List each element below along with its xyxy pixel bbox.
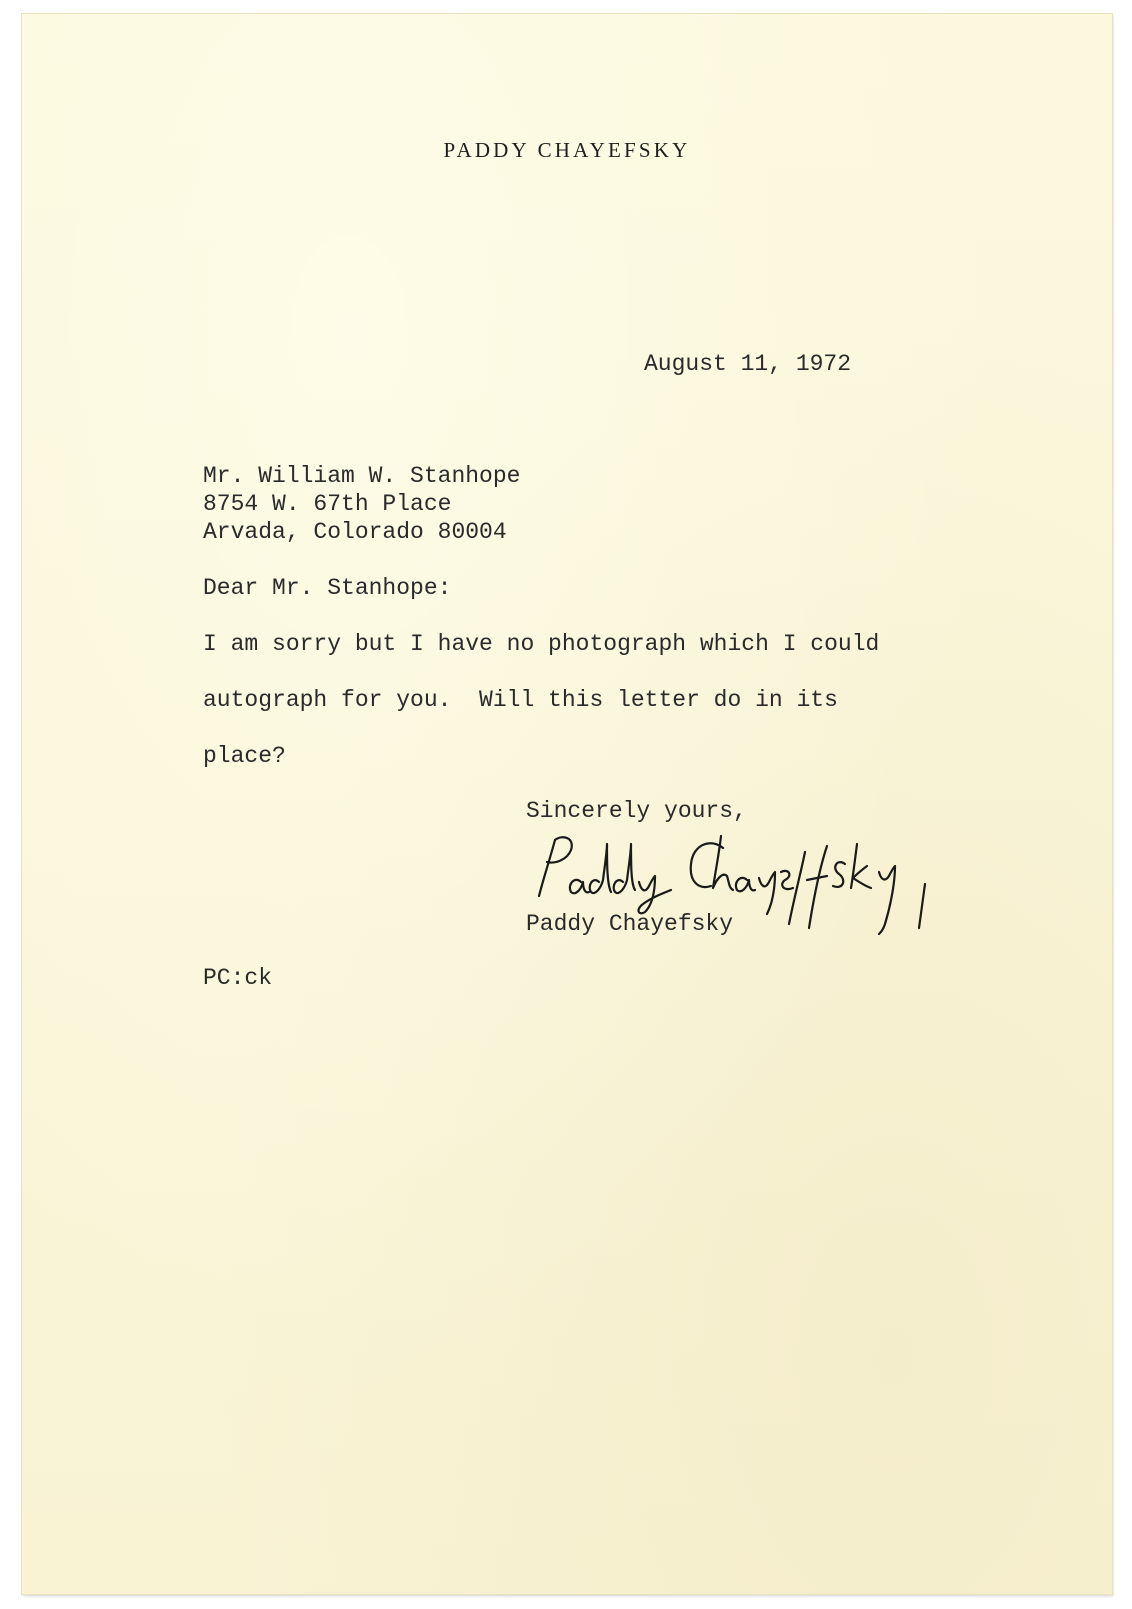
letter-sheet <box>22 14 1112 1594</box>
body-line: place? <box>203 743 286 769</box>
letter-date: August 11, 1972 <box>644 351 852 377</box>
recipient-name: Mr. William W. Stanhope <box>203 463 521 489</box>
recipient-street: 8754 W. 67th Place <box>203 491 452 517</box>
body-line: autograph for you. Will this letter do in its <box>203 687 838 713</box>
body-line: I am sorry but I have no photograph which I could <box>203 631 880 657</box>
letterhead: PADDY CHAYEFSKY <box>443 138 691 162</box>
closing: Sincerely yours, <box>526 798 747 824</box>
typed-name: Paddy Chayefsky <box>526 911 734 937</box>
salutation: Dear Mr. Stanhope: <box>203 575 452 601</box>
recipient-city: Arvada, Colorado 80004 <box>203 519 507 545</box>
reference-initials: PC:ck <box>203 965 273 991</box>
